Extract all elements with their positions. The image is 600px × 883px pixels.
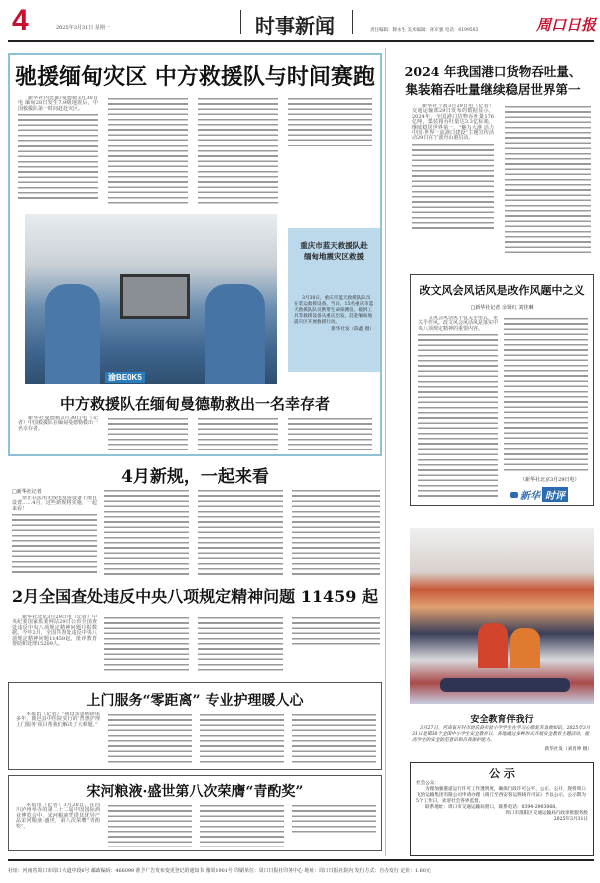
sub-lede-text: 新华社曼德勒3月30日电（记者）中国救援队在缅甸曼德勒救出一名幸存者。 bbox=[18, 416, 98, 432]
badge-text-a: 新华 bbox=[520, 491, 540, 502]
liquor-lede-text: 本报讯（记者）3月28日，在四川泸州举办的第二十二届中国国际酒业博览会中，宋河粮液凭借其优异产品宋河粮液·盛世，第八次荣膺“青酌奖”。 bbox=[16, 803, 100, 830]
safety-photo-title: 安全教育伴我行 bbox=[470, 715, 534, 725]
sub-body bbox=[198, 416, 278, 450]
nursing-body bbox=[108, 712, 192, 766]
notice-date: 2025年3月31日 bbox=[553, 817, 588, 822]
commentary-lede-text: 文风会风话风不仅关乎形式，更关乎作风。改文风会风话风是落实中央八项规定精神的重要内容。 bbox=[418, 316, 498, 332]
notice-content bbox=[416, 781, 588, 823]
lead-headline: 驰援缅甸灾区 中方救援队与时间赛跑 bbox=[15, 64, 375, 90]
nursing-lede bbox=[16, 712, 100, 766]
port-headline-line1: 2024 年我国港口货物吞吐量、 bbox=[404, 64, 582, 79]
lead-body bbox=[108, 96, 188, 206]
page-number: 4 bbox=[12, 4, 29, 37]
header-rule bbox=[8, 40, 594, 42]
column-divider bbox=[385, 48, 386, 856]
discipline-body bbox=[198, 615, 283, 673]
xinhua-commentary-badge bbox=[510, 487, 568, 502]
port-headline-line2: 集装箱吞吐量继续稳居世界第一 bbox=[405, 82, 581, 97]
port-body bbox=[505, 104, 591, 254]
notice-salute: 社会公众： bbox=[416, 781, 439, 786]
lead-body bbox=[198, 96, 278, 206]
commentary-dateline: （新华社北京3月29日电） bbox=[520, 477, 580, 483]
lead-lede bbox=[18, 96, 98, 206]
commentary-body bbox=[504, 316, 588, 474]
commentary-byline: □新华社记者 余贤红 刘佳琳 bbox=[470, 305, 534, 311]
notice-title: 公 示 bbox=[489, 767, 515, 780]
caption-credit: 新华社发（陈鑫 摄） bbox=[331, 327, 374, 332]
sub-body bbox=[108, 416, 188, 450]
port-lede-text: 新华社宁波3月29日电（记者）交通运输部29日发布的数据显示，2024年，全国港口货物吞吐量176亿吨，集装箱吞吐量达3.3亿标箱，继续稳居世界第一。“魅力大港 活力中国·世界一流港口建设”主题宣传活动29日在宁波舟山港启动。 bbox=[412, 104, 494, 142]
editor-info: 责任编辑：滕永生 美术编辑：孙军强 电话：6199503 bbox=[370, 28, 479, 33]
license-plate: 渝BE0K5 bbox=[105, 372, 145, 383]
port-lede bbox=[412, 104, 494, 260]
issue-date: 2025年3月31日 星期一 bbox=[56, 25, 110, 31]
lead-body bbox=[288, 96, 372, 146]
discipline-lede-text: 新华社北京3月29日电（记者）中央纪委国家监委网站29日公布全国查处违反中央八项规定精神问题月报数据。今年2月，全国共查处违反中央八项规定精神问题11459起，批评教育帮助和处理15209人。 bbox=[12, 615, 97, 648]
footer-info: 社址：河南省周口市周口大道中段6号 邮政编码：466099 准予广告发布变更登记的通知书 豫周1901号 印刷单位：周口日报社印务中心 地址：周口日报社院内 发行方式：自办发行 定价：1.60元 bbox=[8, 868, 431, 874]
caption-text: 3月30日，重庆市蓝天救援队队员在装运救援设备。当日，15名重庆市蓝天救援队队员携带生命探测仪、破拆工具等救援设备从重庆出发，赶赴缅甸地震灾区开展救援行动。 bbox=[294, 296, 374, 325]
lead-subhead: 中方救援队在缅甸曼德勒救出一名幸存者 bbox=[59, 395, 330, 413]
safety-education-photo bbox=[410, 528, 594, 704]
photo-caption-box bbox=[288, 228, 380, 372]
commentary-headline: 改文风会风话风是改作风题中之义 bbox=[419, 284, 585, 297]
rules-headline: 4月新规，一起来看 bbox=[121, 467, 269, 487]
caption-title: 重庆市蓝天救援队赴缅甸地震灾区救援 bbox=[300, 241, 368, 261]
divider bbox=[352, 10, 353, 34]
footer-rule bbox=[8, 859, 594, 861]
lead-lede-text: 新华社内比都/曼德勒3月30日电 缅甸28日发生7.9级地震后，中国救援队第一时间赶赴灾区。 bbox=[18, 96, 98, 112]
discipline-headline: 2月全国查处违反中央八项规定精神问题 11459 起 bbox=[12, 587, 378, 606]
safety-photo-credit: 新华社发（刘肖坤 摄） bbox=[544, 747, 592, 752]
section-title: 时事新闻 bbox=[255, 14, 335, 38]
speech-bubble-icon bbox=[510, 492, 518, 498]
notice-issuer: 周口市淮阳区交通运输局行政审批服务股 bbox=[505, 811, 588, 816]
safety-photo-caption: 3月27日，河南省开封市尉氏县实验小学学生在学习心肺复苏急救知识。2025年3月31日是第30个全国中小学生安全教育日，各地通过多种形式开展安全教育主题活动，提高学生的安全防范意识和自我保护能力。 bbox=[412, 726, 591, 743]
notice-body: 为理加强港道运行许可工作透明度，确保行政许可公平、公正、公开，现将周口飞豹运输集团有限公司申请办理《商丘至西安客运班线许可证》予以公示，公示期为5个工作日，欢迎社会各界监督。 bbox=[416, 787, 586, 804]
divider bbox=[240, 10, 241, 34]
rules-lede-text: 禁止在民用无线电发射设备上擅自设置……4月，这些新规将实施，一起来看！ bbox=[12, 496, 97, 512]
rules-byline: □新华社记者 bbox=[12, 489, 42, 495]
liquor-body bbox=[108, 803, 192, 847]
nursing-headline: 上门服务“零距离” 专业护理暖人心 bbox=[86, 693, 304, 709]
discipline-body bbox=[292, 615, 380, 645]
liquor-body bbox=[200, 803, 284, 847]
rules-body bbox=[292, 488, 380, 576]
liquor-lede bbox=[16, 803, 100, 847]
nursing-body bbox=[200, 712, 284, 766]
rules-body bbox=[198, 488, 283, 576]
rules-lede bbox=[12, 496, 97, 576]
liquor-body bbox=[292, 803, 376, 835]
liquor-headline: 宋河粮液·盛世第八次荣膺“青酌奖” bbox=[86, 784, 304, 800]
rules-body bbox=[104, 488, 189, 576]
discipline-body bbox=[104, 615, 189, 673]
commentary-lede bbox=[418, 316, 498, 502]
nursing-body bbox=[292, 712, 376, 766]
rescue-photo bbox=[25, 214, 277, 384]
notice-contact: 联系地址：周口市交通运输局窗口，联系电话：0394-2903068。 bbox=[425, 805, 560, 810]
badge-text-b: 时评 bbox=[542, 487, 568, 502]
discipline-lede bbox=[12, 615, 97, 673]
newspaper-logo: 周口日报 bbox=[536, 16, 597, 34]
sub-lede bbox=[18, 416, 98, 452]
nursing-lede-text: 本报讯（记者）“我母亲患病卧床多年，鹿邑县中医院实行的‘普惠护理上门服务’项目帮我们解决了大难题。” bbox=[16, 712, 100, 728]
sub-body bbox=[288, 416, 372, 450]
